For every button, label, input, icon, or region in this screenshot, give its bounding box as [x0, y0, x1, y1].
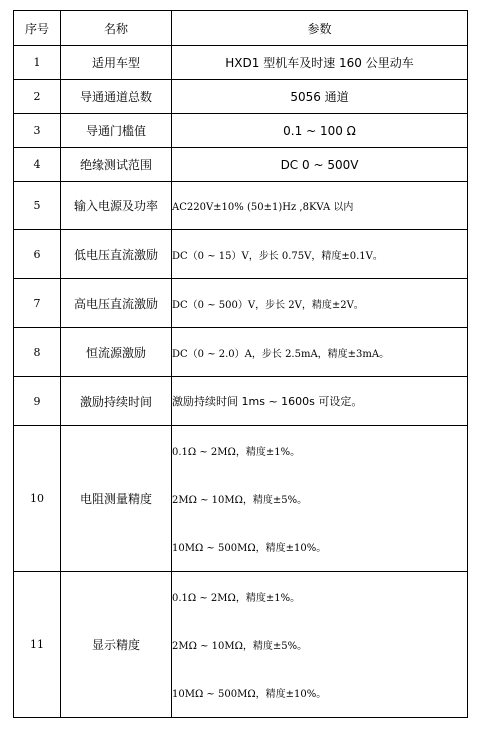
row-name: 导通门槛值: [61, 114, 172, 148]
table-row: [14, 328, 468, 377]
row-value: DC（0 ~ 500）V，步长 2V，精度±2V。: [172, 279, 468, 328]
row-value: [172, 572, 468, 718]
value-line: 10MΩ ~ 500MΩ，精度±10%。: [172, 689, 327, 701]
table-row: [14, 80, 468, 114]
table-row: [14, 377, 468, 426]
row-index: 11: [14, 572, 61, 718]
table-row: [14, 230, 468, 279]
row-index: 10: [14, 426, 61, 572]
row-index: 1: [14, 46, 61, 80]
value-line: 0.1Ω ~ 2MΩ，精度±1%。: [172, 592, 301, 604]
header-value: 参数: [172, 11, 468, 46]
row-name: 输入电源及功率: [61, 182, 172, 230]
spec-table: [13, 10, 468, 718]
row-name: 显示精度: [61, 572, 172, 718]
table-row: [14, 426, 468, 572]
value-line: 10MΩ ~ 500MΩ，精度±10%。: [172, 543, 327, 555]
header-index: 序号: [14, 11, 61, 46]
value-line: 2MΩ ~ 10MΩ，精度±5%。: [172, 640, 308, 652]
row-value: AC220V±10% (50±1)Hz ,8KVA 以内: [172, 182, 468, 230]
table-row: [14, 279, 468, 328]
row-name: 低电压直流激励: [61, 230, 172, 279]
value-line: 0.1Ω ~ 2MΩ，精度±1%。: [172, 446, 301, 458]
header-name: 名称: [61, 11, 172, 46]
row-name: 恒流源激励: [61, 328, 172, 377]
table-row: [14, 572, 468, 718]
row-index: 8: [14, 328, 61, 377]
table-row: [14, 46, 468, 80]
row-index: 9: [14, 377, 61, 426]
row-name: 电阻测量精度: [61, 426, 172, 572]
row-index: 2: [14, 80, 61, 114]
table-row: [14, 114, 468, 148]
row-index: 5: [14, 182, 61, 230]
row-index: 3: [14, 114, 61, 148]
row-value: [172, 426, 468, 572]
row-index: 6: [14, 230, 61, 279]
table-row: [14, 182, 468, 230]
row-value: DC（0 ~ 15）V，步长 0.75V，精度±0.1V。: [172, 230, 468, 279]
row-value: HXD1 型机车及时速 160 公里动车: [172, 46, 468, 80]
row-index: 4: [14, 148, 61, 182]
row-name: 导通通道总数: [61, 80, 172, 114]
row-value: 0.1 ~ 100 Ω: [172, 114, 468, 148]
table-row: [14, 148, 468, 182]
row-name: 激励持续时间: [61, 377, 172, 426]
row-value: 激励持续时间 1ms ~ 1600s 可设定。: [172, 377, 468, 426]
row-value: DC 0 ~ 500V: [172, 148, 468, 182]
header-row: [14, 11, 468, 46]
row-index: 7: [14, 279, 61, 328]
row-value: 5056 通道: [172, 80, 468, 114]
row-name: 适用车型: [61, 46, 172, 80]
value-line: 2MΩ ~ 10MΩ，精度±5%。: [172, 494, 308, 506]
row-value: DC（0 ~ 2.0）A，步长 2.5mA，精度±3mA。: [172, 328, 468, 377]
row-name: 绝缘测试范围: [61, 148, 172, 182]
row-name: 高电压直流激励: [61, 279, 172, 328]
